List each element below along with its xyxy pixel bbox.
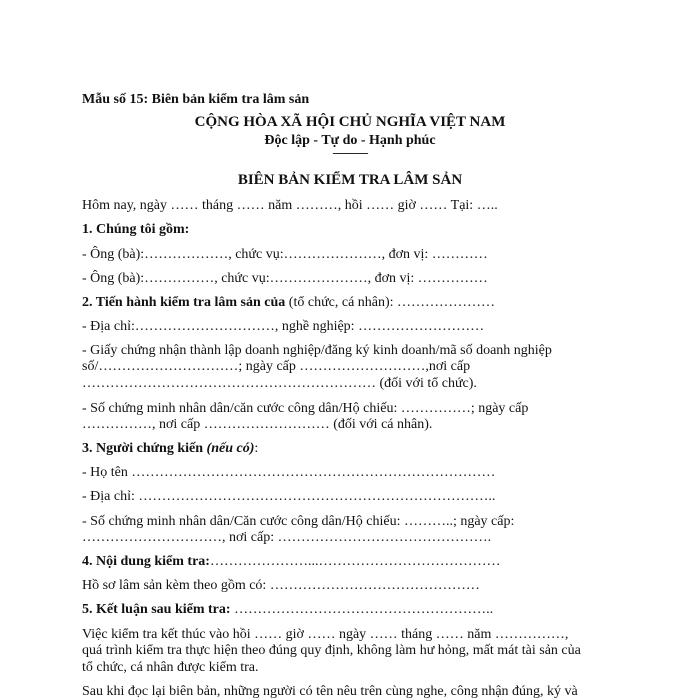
section-5-heading-bold: 5. Kết luận sau kiểm tra:	[82, 602, 231, 617]
section-2-cert-line-2: số/…………………………; ngày cấp ………………………,nơi cấp	[82, 359, 471, 374]
member-2-line: - Ông (bà):……………, chức vụ:…………………, đơn vị: ……………	[82, 271, 488, 286]
witness-name-line: - Họ tên ……………………………………………………………………	[82, 465, 496, 480]
section-2-heading-rest: (tổ chức, cá nhân): …………………	[285, 295, 496, 310]
section-2-address: - Địa chỉ:…………………………, nghề nghiệp: ………………………	[82, 319, 485, 334]
conclusion-line-3: tổ chức, cá nhân được kiểm tra.	[82, 660, 259, 675]
member-1-line: - Ông (bà):………………, chức vụ:…………………, đơn vị: …………	[82, 247, 488, 262]
section-2-heading-bold: 2. Tiến hành kiểm tra lâm sản của	[82, 295, 286, 310]
motto: Độc lập - Tự do - Hạnh phúc	[264, 133, 436, 148]
conclusion-line-1: Việc kiểm tra kết thúc vào hồi …… giờ …… ngày …… tháng …… năm ……………,	[82, 627, 569, 642]
section-3-heading	[82, 440, 258, 457]
motto-rule: ---------------	[332, 148, 368, 159]
section-1-heading: 1. Chúng tôi gồm:	[82, 222, 190, 237]
section-2-heading	[82, 294, 495, 311]
section-3-heading-end: :	[254, 441, 259, 456]
intro-line: Hôm nay, ngày …… tháng …… năm ………, hồi …… giờ …… Tại: …..	[82, 198, 498, 213]
section-5-heading	[82, 601, 493, 618]
section-3-heading-bold: 3. Người chứng kiến	[82, 441, 204, 456]
section-5-heading-rest: ………………………………………………..	[230, 602, 494, 617]
witness-address-line: - Địa chỉ: …………………………………………………………………..	[82, 489, 496, 504]
section-3-heading-italic: (nếu có)	[203, 441, 255, 456]
witness-id-line-1: - Số chứng minh nhân dân/Căn cước công dân/Hộ chiếu: ………..; ngày cấp:	[82, 514, 515, 529]
section-4-heading-bold: 4. Nội dung kiểm tra:	[82, 554, 210, 569]
section-2-id-line-2: ……………, nơi cấp ……………………… (đối với cá nhân).	[82, 417, 433, 432]
closing-line-1: Sau khi đọc lại biên bản, những người có tên nêu trên cùng nghe, công nhận đúng, ký và	[82, 684, 578, 699]
conclusion-line-2: quá trình kiểm tra thực hiện theo đúng quy định, không làm hư hỏng, mất mát tài sản của	[82, 643, 581, 658]
witness-id-line-2: …………………………, nơi cấp: ……………………………………….	[82, 530, 492, 545]
section-4-heading	[82, 553, 500, 570]
section-4-heading-rest: …………………...…………………………………	[209, 554, 501, 569]
nation-header: CỘNG HÒA XÃ HỘI CHỦ NGHĨA VIỆT NAM	[194, 114, 506, 130]
dossier-line: Hồ sơ lâm sản kèm theo gồm có: ………………………………………	[82, 578, 480, 593]
document-title: BIÊN BẢN KIỂM TRA LÂM SẢN	[237, 172, 463, 188]
form-title: Mẫu số 15: Biên bản kiểm tra lâm sản	[82, 92, 310, 107]
section-2-id-line-1: - Số chứng minh nhân dân/căn cước công dân/Hộ chiếu: ……………; ngày cấp	[82, 401, 529, 416]
section-2-cert-line-3: ……………………………………………………… (đối với tổ chức).	[82, 376, 477, 391]
section-2-cert-line-1: - Giấy chứng nhận thành lập doanh nghiệp/đăng ký kinh doanh/mã số doanh nghiệp	[82, 343, 552, 358]
